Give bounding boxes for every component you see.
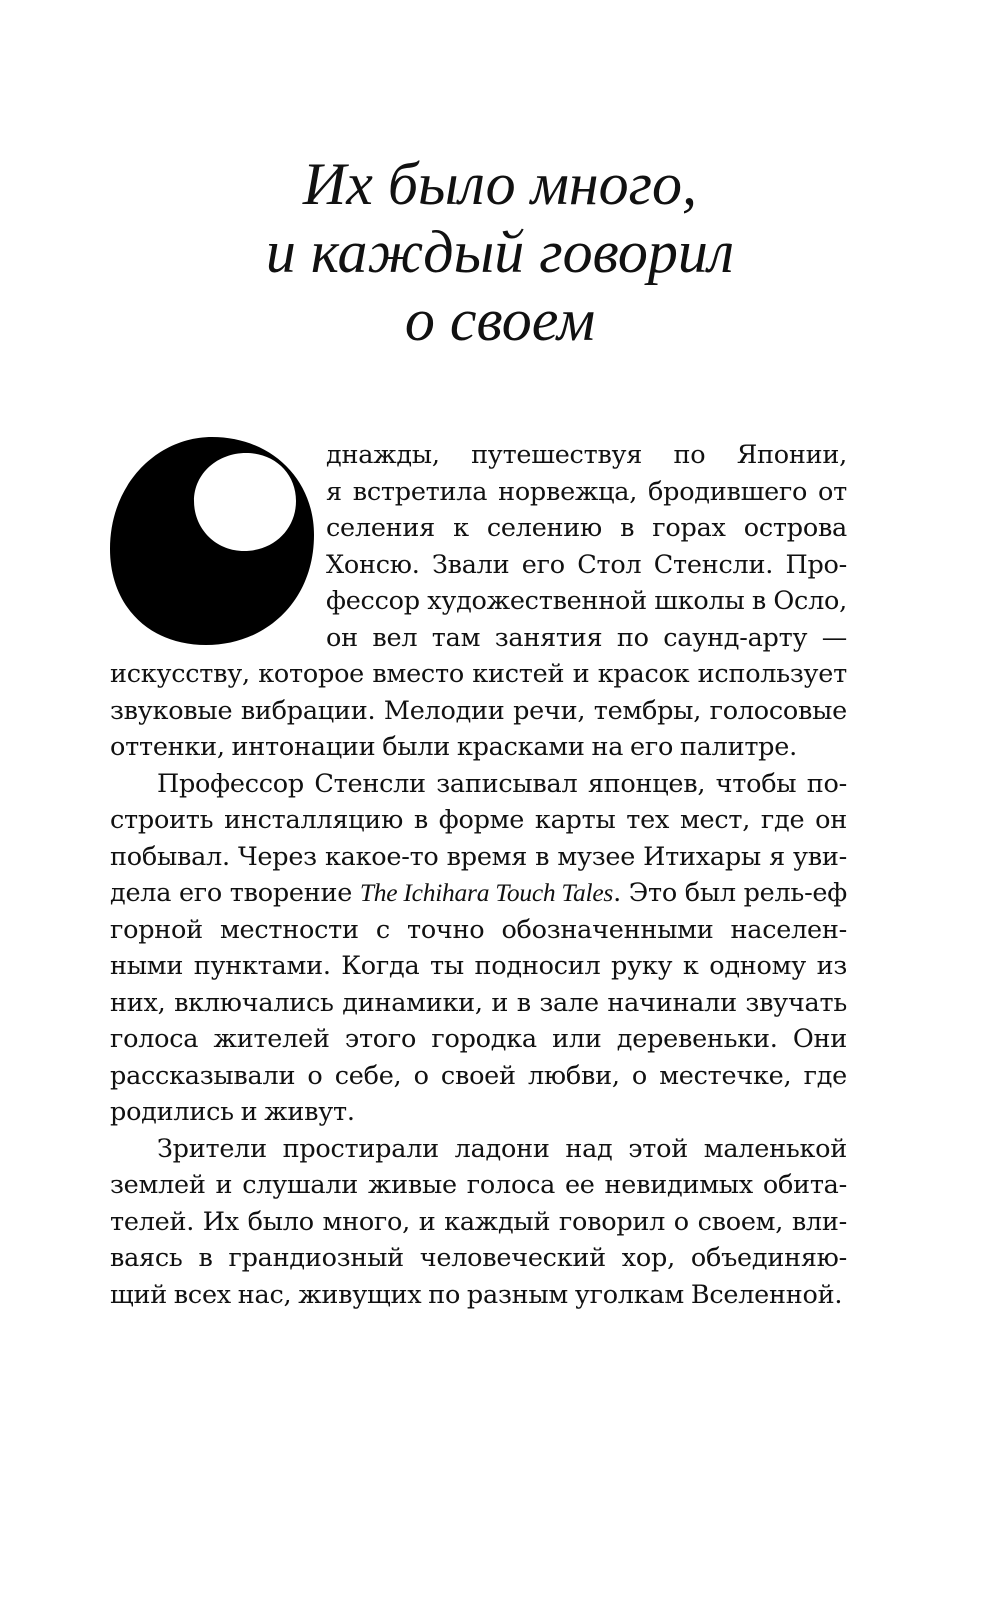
chapter-title-line: о своем [404, 287, 596, 353]
chapter-title-line: Их было много, [302, 151, 698, 217]
paragraph-text: Профессор Стенсли записывал японцев, чтобы по-строить инсталляцию в форме карты тех мест, где он побывал. Через какое-то время в музее Итихары я уви-дела его творение [110, 768, 847, 908]
drop-cap-o-glyph [106, 431, 318, 649]
text-line: искусству, которое вместо кистей и красок использует [110, 659, 847, 689]
chapter-title-line: и каждый говорил [265, 219, 735, 285]
text-line: фессор художественной школы в Осло, [326, 586, 847, 616]
text-line: он вел там занятия по саунд-арту — [326, 622, 847, 653]
paragraph-2 [110, 766, 847, 1131]
drop-cap-letter [106, 649, 107, 650]
paragraph-text: . Это был рель-еф горной местности с точно обозначенными населен-ными пунктами. Когда ты подносил руку к одному из них, включались динамики, и в зале начинали звучать голоса жителей этого городка или деревеньки. Они рассказывали о себе, о своей любви, о местечке, где родились и живут. [110, 878, 847, 1127]
drop-cap [106, 431, 318, 649]
text-line: Хонсю. Звали его Стол Стенсли. Про- [326, 549, 847, 580]
chapter-title [0, 150, 1000, 354]
paragraph-text: Зрители простирали ладони над этой маленькой землей и слушали живые голоса ее невидимых обита-телей. Их было много, и каждый говорил о своем, вли-ваясь в грандиозный человеческий хор, объединяю-щий всех нас, живущих по разным уголкам Вселенной. [110, 1133, 847, 1310]
text-line: звуковые вибрации. Мелодии речи, тембры, голосовые [110, 695, 847, 726]
chapter-body [110, 437, 847, 1313]
text-line: оттенки, интонации были красками на его палитре. [110, 732, 797, 762]
text-line: я встретила норвежца, бродившего от [326, 476, 847, 507]
paragraph-3 [110, 1131, 847, 1314]
artwork-title: The Ichihara Touch Tales [359, 878, 614, 907]
text-line: селения к селению в горах острова [326, 513, 847, 543]
text-line: днажды, путешествуя по Японии, [326, 440, 847, 470]
